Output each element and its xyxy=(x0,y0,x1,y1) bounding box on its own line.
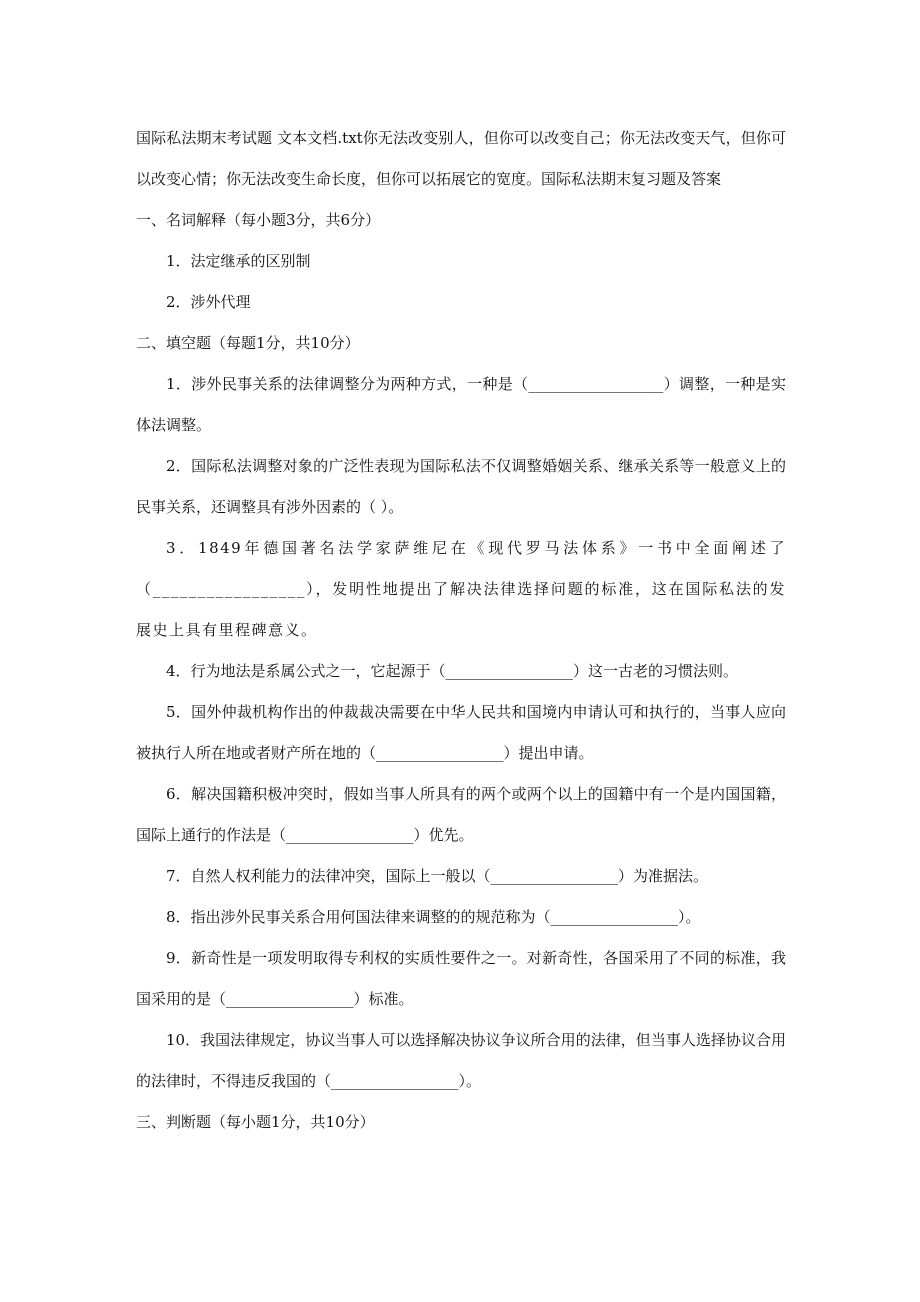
fill-in-question-3: 3．1849年德国著名法学家萨维尼在《现代罗马法体系》一书中全面阐述了（_________________），发明性地提出了解决法律选择问题的标准，这在国际私法的发展史上具有里程碑意义。 xyxy=(136,539,786,639)
document-intro: 国际私法期末考试题 文本文档.txt你无法改变别人，但你可以改变自己；你无法改变天气，但你可以改变心情；你无法改变生命长度，但你可以拓展它的宽度。国际私法期末复习题及答案 xyxy=(136,129,786,188)
fill-in-question-6: 6．解决国籍积极冲突时，假如当事人所具有的两个或两个以上的国籍中有一个是内国国籍，国际上通行的作法是（_________________）优先。 xyxy=(136,785,786,844)
fill-in-question-9: 9．新奇性是一项发明取得专利权的实质性要件之一。对新奇性，各国采用了不同的标准，我国采用的是（_________________）标准。 xyxy=(136,949,786,1008)
fill-in-question-1: 1．涉外民事关系的法律调整分为两种方式，一种是（__________________）调整，一种是实体法调整。 xyxy=(136,375,786,434)
fill-in-question-2: 2．国际私法调整对象的广泛性表现为国际私法不仅调整婚姻关系、继承关系等一般意义上的民事关系，还调整具有涉外因素的（ ）。 xyxy=(136,457,786,516)
fill-in-question-5: 5．国外仲裁机构作出的仲裁裁决需要在中华人民共和国境内申请认可和执行的，当事人应向被执行人所在地或者财产所在地的（_________________）提出申请。 xyxy=(136,703,786,762)
definition-item-2: 2．涉外代理 xyxy=(166,293,251,311)
fill-in-question-10: 10．我国法律规定，协议当事人可以选择解决协议争议所合用的法律，但当事人选择协议合用的法律时，不得违反我国的（_________________）。 xyxy=(136,1031,786,1090)
fill-in-question-8: 8．指出涉外民事关系合用何国法律来调整的的规范称为（_________________）。 xyxy=(166,908,701,926)
section-heading-definitions: 一、名词解释（每小题3分，共6分） xyxy=(136,211,381,229)
definition-item-1: 1．法定继承的区别制 xyxy=(166,252,311,270)
fill-in-question-4: 4．行为地法是系属公式之一，它起源于（_________________）这一古老的习惯法则。 xyxy=(166,662,739,680)
fill-in-question-7: 7．自然人权利能力的法律冲突，国际上一般以（_________________）为准据法。 xyxy=(166,867,709,885)
document-page xyxy=(136,118,786,1143)
section-heading-true-false: 三、判断题（每小题1分，共10分） xyxy=(136,1113,375,1131)
section-heading-fill-in: 二、填空题（每题1分，共10分） xyxy=(136,334,360,352)
